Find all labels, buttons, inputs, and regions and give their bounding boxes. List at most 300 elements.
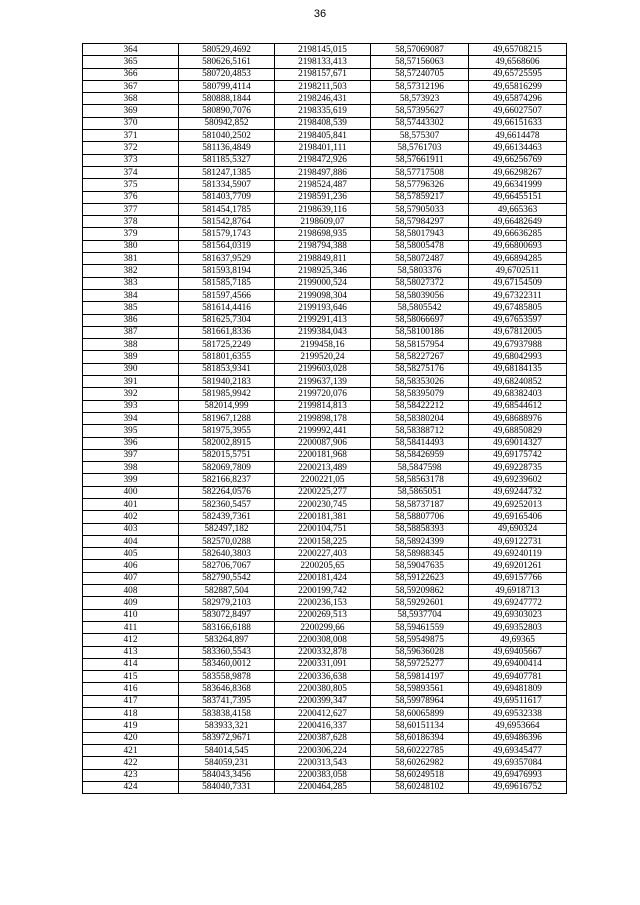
x-coordinate-cell: 581040,2502	[179, 130, 275, 142]
table-row	[83, 400, 567, 412]
point-number-cell: 399	[83, 474, 179, 486]
latitude-cell: 58,57240705	[371, 68, 469, 80]
longitude-cell: 49,68240852	[469, 376, 567, 388]
table-row	[83, 388, 567, 400]
page-number: 36	[313, 8, 327, 20]
x-coordinate-cell: 580799,4114	[179, 80, 275, 92]
y-coordinate-cell: 2198401,111	[275, 142, 371, 154]
point-number-cell: 407	[83, 572, 179, 584]
y-coordinate-cell: 2198925,346	[275, 265, 371, 277]
y-coordinate-cell: 2198211,503	[275, 80, 371, 92]
latitude-cell: 58,59636028	[371, 646, 469, 658]
table-row	[83, 105, 567, 117]
x-coordinate-cell: 582640,3803	[179, 548, 275, 560]
latitude-cell: 58,58807706	[371, 511, 469, 523]
point-number-cell: 369	[83, 105, 179, 117]
latitude-cell: 58,57661911	[371, 154, 469, 166]
longitude-cell: 49,66636285	[469, 228, 567, 240]
y-coordinate-cell: 2198609,07	[275, 216, 371, 228]
longitude-cell: 49,69244732	[469, 486, 567, 498]
latitude-cell: 58,59725277	[371, 658, 469, 670]
x-coordinate-cell: 583933,321	[179, 720, 275, 732]
latitude-cell: 58,58039056	[371, 289, 469, 301]
x-coordinate-cell: 582069,7809	[179, 462, 275, 474]
x-coordinate-cell: 583646,8368	[179, 683, 275, 695]
longitude-cell: 49,69240119	[469, 548, 567, 560]
longitude-cell: 49,66800693	[469, 240, 567, 252]
longitude-cell: 49,6918713	[469, 585, 567, 597]
table-row	[83, 253, 567, 265]
y-coordinate-cell: 2200399,347	[275, 695, 371, 707]
point-number-cell: 370	[83, 117, 179, 129]
latitude-cell: 58,58426959	[371, 449, 469, 461]
longitude-cell: 49,69476993	[469, 769, 567, 781]
latitude-cell: 58,59461559	[371, 621, 469, 633]
table-row	[83, 498, 567, 510]
point-number-cell: 391	[83, 376, 179, 388]
point-number-cell: 366	[83, 68, 179, 80]
y-coordinate-cell: 2200104,751	[275, 523, 371, 535]
latitude-cell: 58,5865051	[371, 486, 469, 498]
table-row	[83, 166, 567, 178]
point-number-cell: 424	[83, 781, 179, 793]
y-coordinate-cell: 2198335,619	[275, 105, 371, 117]
table-row	[83, 658, 567, 670]
y-coordinate-cell: 2200087,906	[275, 437, 371, 449]
y-coordinate-cell: 2200336,638	[275, 671, 371, 683]
longitude-cell: 49,68042993	[469, 351, 567, 363]
point-number-cell: 411	[83, 621, 179, 633]
longitude-cell: 49,67485805	[469, 302, 567, 314]
table-row	[83, 609, 567, 621]
latitude-cell: 58,60249518	[371, 769, 469, 781]
latitude-cell: 58,57312196	[371, 80, 469, 92]
y-coordinate-cell: 2200205,65	[275, 560, 371, 572]
point-number-cell: 415	[83, 671, 179, 683]
x-coordinate-cell: 580942,852	[179, 117, 275, 129]
point-number-cell: 390	[83, 363, 179, 375]
longitude-cell: 49,67937988	[469, 339, 567, 351]
y-coordinate-cell: 2200412,627	[275, 708, 371, 720]
longitude-cell: 49,68184135	[469, 363, 567, 375]
table-row	[83, 93, 567, 105]
latitude-cell: 58,5805542	[371, 302, 469, 314]
latitude-cell: 58,57905033	[371, 203, 469, 215]
y-coordinate-cell: 2200181,424	[275, 572, 371, 584]
x-coordinate-cell: 581853,9341	[179, 363, 275, 375]
table-row	[83, 781, 567, 793]
longitude-cell: 49,65708215	[469, 44, 567, 56]
x-coordinate-cell: 581985,9942	[179, 388, 275, 400]
table-row	[83, 289, 567, 301]
point-number-cell: 368	[83, 93, 179, 105]
table-row	[83, 720, 567, 732]
longitude-cell: 49,69345477	[469, 744, 567, 756]
longitude-cell: 49,69122731	[469, 535, 567, 547]
longitude-cell: 49,69532338	[469, 708, 567, 720]
table-row	[83, 646, 567, 658]
longitude-cell: 49,66134463	[469, 142, 567, 154]
x-coordinate-cell: 582887,504	[179, 585, 275, 597]
longitude-cell: 49,69228735	[469, 462, 567, 474]
point-number-cell: 367	[83, 80, 179, 92]
point-number-cell: 409	[83, 597, 179, 609]
x-coordinate-cell: 583360,5543	[179, 646, 275, 658]
latitude-cell: 58,573923	[371, 93, 469, 105]
x-coordinate-cell: 583741,7395	[179, 695, 275, 707]
y-coordinate-cell: 2198408,539	[275, 117, 371, 129]
x-coordinate-cell: 583166,6188	[179, 621, 275, 633]
point-number-cell: 376	[83, 191, 179, 203]
x-coordinate-cell: 584059,231	[179, 757, 275, 769]
y-coordinate-cell: 2199193,646	[275, 302, 371, 314]
point-number-cell: 392	[83, 388, 179, 400]
y-coordinate-cell: 2200464,285	[275, 781, 371, 793]
x-coordinate-cell: 584014,545	[179, 744, 275, 756]
table-row	[83, 326, 567, 338]
y-coordinate-cell: 2198157,671	[275, 68, 371, 80]
latitude-cell: 58,58388712	[371, 425, 469, 437]
latitude-cell: 58,58275176	[371, 363, 469, 375]
table-row	[83, 351, 567, 363]
y-coordinate-cell: 2198698,935	[275, 228, 371, 240]
x-coordinate-cell: 580720,4853	[179, 68, 275, 80]
latitude-cell: 58,58737187	[371, 498, 469, 510]
point-number-cell: 374	[83, 166, 179, 178]
point-number-cell: 423	[83, 769, 179, 781]
table-row	[83, 744, 567, 756]
x-coordinate-cell: 581625,7304	[179, 314, 275, 326]
y-coordinate-cell: 2199520,24	[275, 351, 371, 363]
longitude-cell: 49,69157766	[469, 572, 567, 584]
x-coordinate-cell: 581614,4416	[179, 302, 275, 314]
longitude-cell: 49,6614478	[469, 130, 567, 142]
longitude-cell: 49,69616752	[469, 781, 567, 793]
x-coordinate-cell: 583972,9671	[179, 732, 275, 744]
longitude-cell: 49,6568606	[469, 56, 567, 68]
x-coordinate-cell: 580529,4692	[179, 44, 275, 56]
latitude-cell: 58,57859217	[371, 191, 469, 203]
table-row	[83, 474, 567, 486]
point-number-cell: 417	[83, 695, 179, 707]
x-coordinate-cell: 583558,9878	[179, 671, 275, 683]
y-coordinate-cell: 2200306,224	[275, 744, 371, 756]
longitude-cell: 49,69365	[469, 634, 567, 646]
latitude-cell: 58,58924399	[371, 535, 469, 547]
table-row	[83, 511, 567, 523]
latitude-cell: 58,59978964	[371, 695, 469, 707]
table-row	[83, 708, 567, 720]
point-number-cell: 400	[83, 486, 179, 498]
y-coordinate-cell: 2198497,886	[275, 166, 371, 178]
point-number-cell: 382	[83, 265, 179, 277]
latitude-cell: 58,60065899	[371, 708, 469, 720]
x-coordinate-cell: 584043,3456	[179, 769, 275, 781]
table-row	[83, 523, 567, 535]
latitude-cell: 58,57796326	[371, 179, 469, 191]
x-coordinate-cell: 582706,7067	[179, 560, 275, 572]
table-row	[83, 277, 567, 289]
latitude-cell: 58,58395079	[371, 388, 469, 400]
longitude-cell: 49,69352803	[469, 621, 567, 633]
y-coordinate-cell: 2199720,076	[275, 388, 371, 400]
point-number-cell: 393	[83, 400, 179, 412]
latitude-cell: 58,58353026	[371, 376, 469, 388]
x-coordinate-cell: 581637,9529	[179, 253, 275, 265]
table-row	[83, 597, 567, 609]
y-coordinate-cell: 2198639,116	[275, 203, 371, 215]
longitude-cell: 49,69201261	[469, 560, 567, 572]
longitude-cell: 49,69014327	[469, 437, 567, 449]
x-coordinate-cell: 581975,3955	[179, 425, 275, 437]
table-row	[83, 44, 567, 56]
longitude-cell: 49,66027507	[469, 105, 567, 117]
longitude-cell: 49,69175742	[469, 449, 567, 461]
y-coordinate-cell: 2199000,524	[275, 277, 371, 289]
table-row	[83, 179, 567, 191]
y-coordinate-cell: 2198133,413	[275, 56, 371, 68]
x-coordinate-cell: 581801,6355	[179, 351, 275, 363]
table-body	[83, 44, 567, 794]
point-number-cell: 396	[83, 437, 179, 449]
x-coordinate-cell: 581579,1743	[179, 228, 275, 240]
latitude-cell: 58,58100186	[371, 326, 469, 338]
latitude-cell: 58,59549875	[371, 634, 469, 646]
table-row	[83, 412, 567, 424]
latitude-cell: 58,57984297	[371, 216, 469, 228]
y-coordinate-cell: 2200308,008	[275, 634, 371, 646]
point-number-cell: 385	[83, 302, 179, 314]
x-coordinate-cell: 581185,5327	[179, 154, 275, 166]
point-number-cell: 365	[83, 56, 179, 68]
table-row	[83, 634, 567, 646]
latitude-cell: 58,60262982	[371, 757, 469, 769]
longitude-cell: 49,66151633	[469, 117, 567, 129]
point-number-cell: 387	[83, 326, 179, 338]
longitude-cell: 49,6953664	[469, 720, 567, 732]
y-coordinate-cell: 2200158,225	[275, 535, 371, 547]
latitude-cell: 58,59814197	[371, 671, 469, 683]
point-number-cell: 422	[83, 757, 179, 769]
table-row	[83, 437, 567, 449]
x-coordinate-cell: 581542,8764	[179, 216, 275, 228]
x-coordinate-cell: 581725,2249	[179, 339, 275, 351]
y-coordinate-cell: 2198524,487	[275, 179, 371, 191]
point-number-cell: 394	[83, 412, 179, 424]
longitude-cell: 49,66256769	[469, 154, 567, 166]
point-number-cell: 372	[83, 142, 179, 154]
x-coordinate-cell: 581940,2183	[179, 376, 275, 388]
longitude-cell: 49,68544612	[469, 400, 567, 412]
y-coordinate-cell: 2200269,513	[275, 609, 371, 621]
longitude-cell: 49,66482649	[469, 216, 567, 228]
point-number-cell: 389	[83, 351, 179, 363]
latitude-cell: 58,58066697	[371, 314, 469, 326]
longitude-cell: 49,69247772	[469, 597, 567, 609]
y-coordinate-cell: 2198591,236	[275, 191, 371, 203]
x-coordinate-cell: 582439,7361	[179, 511, 275, 523]
latitude-cell: 58,59209862	[371, 585, 469, 597]
x-coordinate-cell: 580626,5161	[179, 56, 275, 68]
point-number-cell: 395	[83, 425, 179, 437]
latitude-cell: 58,57395627	[371, 105, 469, 117]
latitude-cell: 58,5847598	[371, 462, 469, 474]
table-row	[83, 757, 567, 769]
longitude-cell: 49,69303023	[469, 609, 567, 621]
latitude-cell: 58,57156063	[371, 56, 469, 68]
latitude-cell: 58,58380204	[371, 412, 469, 424]
latitude-cell: 58,58027372	[371, 277, 469, 289]
point-number-cell: 418	[83, 708, 179, 720]
point-number-cell: 378	[83, 216, 179, 228]
point-number-cell: 405	[83, 548, 179, 560]
y-coordinate-cell: 2198472,926	[275, 154, 371, 166]
latitude-cell: 58,60186394	[371, 732, 469, 744]
longitude-cell: 49,69481809	[469, 683, 567, 695]
x-coordinate-cell: 583072,8497	[179, 609, 275, 621]
y-coordinate-cell: 2198145,015	[275, 44, 371, 56]
latitude-cell: 58,60248102	[371, 781, 469, 793]
longitude-cell: 49,65725595	[469, 68, 567, 80]
point-number-cell: 401	[83, 498, 179, 510]
longitude-cell: 49,69400414	[469, 658, 567, 670]
table-row	[83, 572, 567, 584]
table-row	[83, 769, 567, 781]
x-coordinate-cell: 581454,1785	[179, 203, 275, 215]
x-coordinate-cell: 582014,999	[179, 400, 275, 412]
x-coordinate-cell: 581564,0319	[179, 240, 275, 252]
x-coordinate-cell: 582015,5751	[179, 449, 275, 461]
table-row	[83, 585, 567, 597]
longitude-cell: 49,65816299	[469, 80, 567, 92]
table-row	[83, 130, 567, 142]
y-coordinate-cell: 2198405,841	[275, 130, 371, 142]
y-coordinate-cell: 2200221,05	[275, 474, 371, 486]
y-coordinate-cell: 2200387,628	[275, 732, 371, 744]
latitude-cell: 58,58414493	[371, 437, 469, 449]
point-number-cell: 375	[83, 179, 179, 191]
point-number-cell: 397	[83, 449, 179, 461]
x-coordinate-cell: 582360,5457	[179, 498, 275, 510]
latitude-cell: 58,5803376	[371, 265, 469, 277]
x-coordinate-cell: 582790,5542	[179, 572, 275, 584]
table-row	[83, 671, 567, 683]
point-number-cell: 379	[83, 228, 179, 240]
longitude-cell: 49,69165406	[469, 511, 567, 523]
table-row	[83, 560, 567, 572]
longitude-cell: 49,69486396	[469, 732, 567, 744]
latitude-cell: 58,58017943	[371, 228, 469, 240]
y-coordinate-cell: 2199637,139	[275, 376, 371, 388]
table-row	[83, 314, 567, 326]
y-coordinate-cell: 2200313,543	[275, 757, 371, 769]
x-coordinate-cell: 583460,0012	[179, 658, 275, 670]
longitude-cell: 49,69511617	[469, 695, 567, 707]
point-number-cell: 421	[83, 744, 179, 756]
x-coordinate-cell: 582497,182	[179, 523, 275, 535]
latitude-cell: 58,60151134	[371, 720, 469, 732]
table-row	[83, 228, 567, 240]
y-coordinate-cell: 2199291,413	[275, 314, 371, 326]
y-coordinate-cell: 2198849,811	[275, 253, 371, 265]
table-row	[83, 695, 567, 707]
y-coordinate-cell: 2200225,277	[275, 486, 371, 498]
y-coordinate-cell: 2200383,058	[275, 769, 371, 781]
longitude-cell: 49,67812005	[469, 326, 567, 338]
table-row	[83, 363, 567, 375]
y-coordinate-cell: 2198246,431	[275, 93, 371, 105]
point-number-cell: 419	[83, 720, 179, 732]
x-coordinate-cell: 581661,8336	[179, 326, 275, 338]
latitude-cell: 58,59292601	[371, 597, 469, 609]
table-row	[83, 462, 567, 474]
point-number-cell: 377	[83, 203, 179, 215]
point-number-cell: 383	[83, 277, 179, 289]
longitude-cell: 49,66341999	[469, 179, 567, 191]
longitude-cell: 49,69252013	[469, 498, 567, 510]
table-row	[83, 117, 567, 129]
y-coordinate-cell: 2199898,178	[275, 412, 371, 424]
table-row	[83, 449, 567, 461]
longitude-cell: 49,6702511	[469, 265, 567, 277]
x-coordinate-cell: 584040,7331	[179, 781, 275, 793]
point-number-cell: 364	[83, 44, 179, 56]
y-coordinate-cell: 2199603,028	[275, 363, 371, 375]
point-number-cell: 402	[83, 511, 179, 523]
longitude-cell: 49,69405667	[469, 646, 567, 658]
x-coordinate-cell: 581403,7709	[179, 191, 275, 203]
table-row	[83, 486, 567, 498]
latitude-cell: 58,58005478	[371, 240, 469, 252]
latitude-cell: 58,58988345	[371, 548, 469, 560]
table-row	[83, 535, 567, 547]
point-number-cell: 373	[83, 154, 179, 166]
latitude-cell: 58,59893561	[371, 683, 469, 695]
latitude-cell: 58,59047635	[371, 560, 469, 572]
x-coordinate-cell: 581967,1288	[179, 412, 275, 424]
latitude-cell: 58,57717508	[371, 166, 469, 178]
x-coordinate-cell: 582264,0576	[179, 486, 275, 498]
point-number-cell: 371	[83, 130, 179, 142]
point-number-cell: 381	[83, 253, 179, 265]
x-coordinate-cell: 580888,1844	[179, 93, 275, 105]
point-number-cell: 408	[83, 585, 179, 597]
x-coordinate-cell: 581593,8194	[179, 265, 275, 277]
table-row	[83, 80, 567, 92]
point-number-cell: 384	[83, 289, 179, 301]
table-row	[83, 203, 567, 215]
x-coordinate-cell: 582979,2103	[179, 597, 275, 609]
point-number-cell: 413	[83, 646, 179, 658]
latitude-cell: 58,58858393	[371, 523, 469, 535]
y-coordinate-cell: 2200299,66	[275, 621, 371, 633]
longitude-cell: 49,66894285	[469, 253, 567, 265]
latitude-cell: 58,5761703	[371, 142, 469, 154]
y-coordinate-cell: 2199458,16	[275, 339, 371, 351]
longitude-cell: 49,665363	[469, 203, 567, 215]
latitude-cell: 58,58072487	[371, 253, 469, 265]
latitude-cell: 58,575307	[371, 130, 469, 142]
table-row	[83, 732, 567, 744]
y-coordinate-cell: 2200236,153	[275, 597, 371, 609]
point-number-cell: 403	[83, 523, 179, 535]
x-coordinate-cell: 581136,4849	[179, 142, 275, 154]
point-number-cell: 412	[83, 634, 179, 646]
point-number-cell: 420	[83, 732, 179, 744]
y-coordinate-cell: 2199814,813	[275, 400, 371, 412]
table-row	[83, 621, 567, 633]
point-number-cell: 406	[83, 560, 179, 572]
